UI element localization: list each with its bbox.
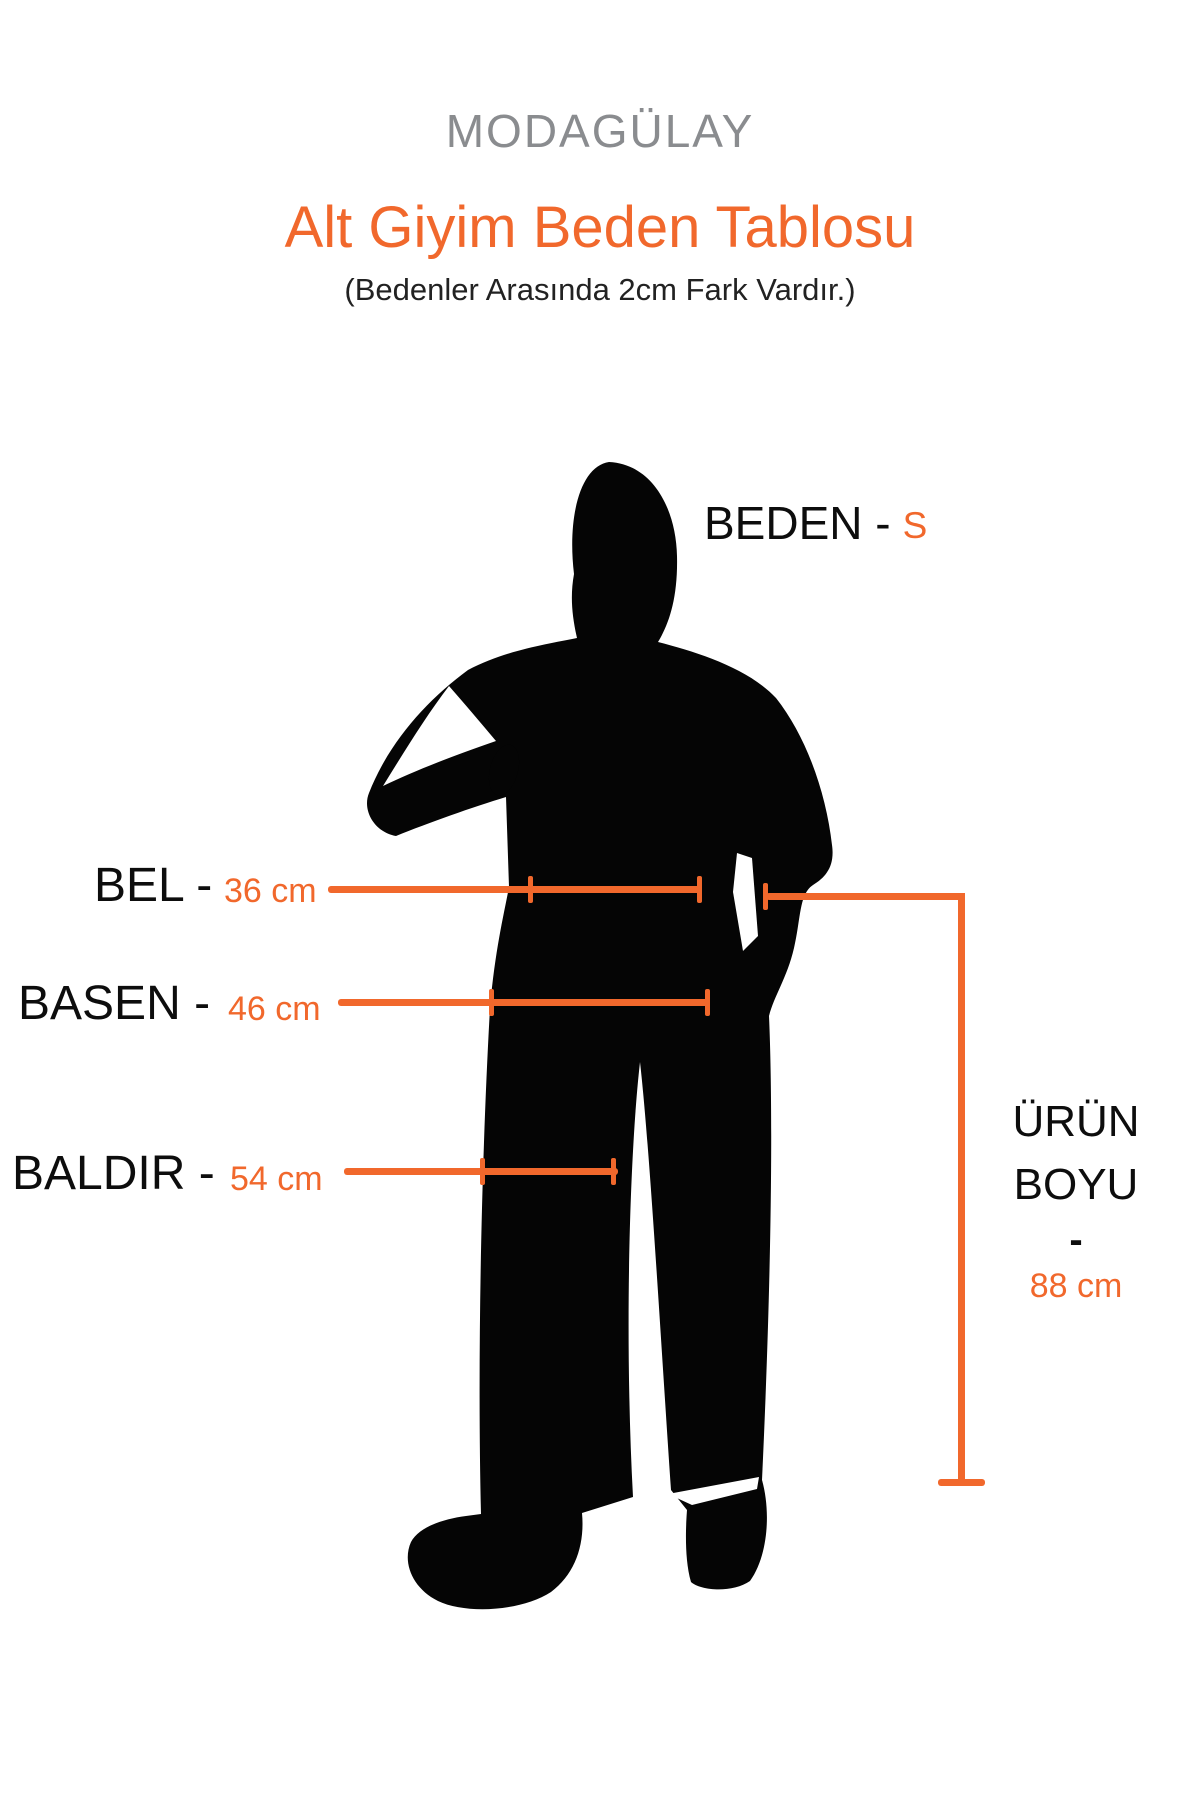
measurement-tick bbox=[480, 1158, 485, 1185]
measurement-label-bel: BEL - bbox=[94, 859, 213, 912]
measurement-label-basen: BASEN - bbox=[18, 977, 211, 1030]
page-subtitle: (Bedenler Arasında 2cm Fark Vardır.) bbox=[344, 272, 856, 307]
product-length-horizontal-line bbox=[766, 893, 964, 900]
product-length-label bbox=[985, 1090, 1167, 1308]
measurement-tick bbox=[611, 1158, 616, 1185]
product-length-tick bbox=[763, 883, 768, 910]
size-label bbox=[704, 496, 927, 550]
product-length-word-1: ÜRÜN bbox=[1012, 1097, 1140, 1146]
product-length-word-2: BOYU bbox=[1013, 1160, 1139, 1209]
product-length-separator: - bbox=[1069, 1218, 1083, 1262]
measurement-tick bbox=[528, 876, 533, 903]
product-length-tick bbox=[938, 1479, 985, 1486]
size-label-prefix: BEDEN - bbox=[704, 497, 891, 549]
measurement-value-bel: 36 cm bbox=[224, 872, 317, 910]
measurement-line-bel bbox=[328, 886, 702, 893]
measurement-tick bbox=[705, 989, 710, 1016]
measurement-value-basen: 46 cm bbox=[228, 990, 321, 1028]
measurement-line-basen bbox=[338, 999, 710, 1006]
measurement-value-baldir: 54 cm bbox=[230, 1160, 323, 1198]
measurement-label-baldir: BALDIR - bbox=[12, 1147, 215, 1200]
measurement-tick bbox=[489, 989, 494, 1016]
product-length-value: 88 cm bbox=[1029, 1267, 1123, 1305]
measurement-tick bbox=[697, 876, 702, 903]
brand-logo: MODAGÜLAY bbox=[445, 105, 755, 157]
product-length-vertical-line bbox=[958, 893, 965, 1485]
size-value: S bbox=[902, 505, 928, 546]
page-title: Alt Giyim Beden Tablosu bbox=[284, 195, 916, 260]
